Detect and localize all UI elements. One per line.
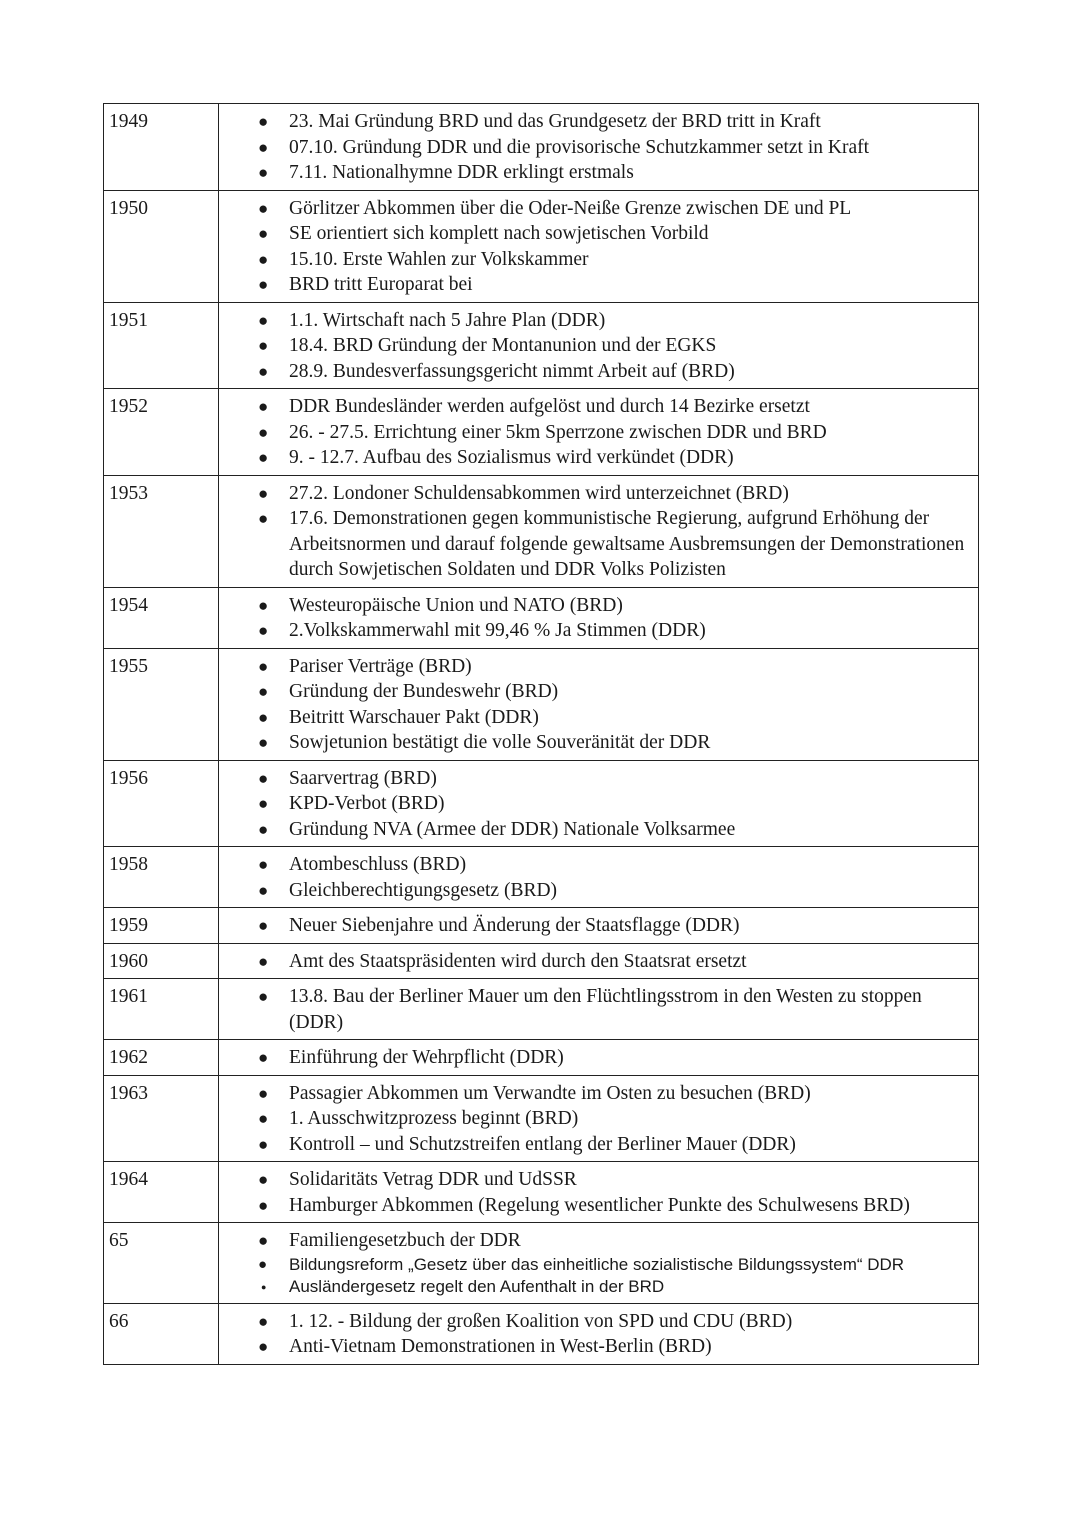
event-text: 2.Volkskammerwahl mit 99,46 % Ja Stimmen (DDR) — [289, 620, 706, 641]
bullet-icon: ● — [258, 768, 269, 788]
event-text: 15.10. Erste Wahlen zur Volkskammer — [289, 248, 589, 270]
events-cell — [219, 302, 979, 389]
events-cell — [219, 847, 979, 908]
event-text: 9. - 12.7. Aufbau des Sozialismus wird verkündet (DDR) — [289, 447, 734, 468]
events-cell — [219, 475, 979, 587]
event-list — [225, 593, 972, 644]
event-text: Passagier Abkommen um Verwandte im Osten zu besuchen (BRD) — [289, 1082, 811, 1104]
event-text: Solidaritäts Vetrag DDR und UdSSR — [289, 1169, 577, 1190]
table-row — [104, 1040, 979, 1076]
bullet-icon: ● — [258, 707, 269, 727]
event-text: Familiengesetzbuch der DDR — [289, 1230, 521, 1251]
list-item — [258, 308, 972, 334]
events-cell — [219, 1040, 979, 1076]
table-row — [104, 1223, 979, 1304]
bullet-icon: ● — [258, 1195, 269, 1215]
table-row — [104, 847, 979, 908]
bullet-icon: ● — [258, 1134, 269, 1154]
year-cell: 65 — [104, 1223, 219, 1304]
table-row — [104, 648, 979, 760]
year-cell: 1952 — [104, 389, 219, 476]
bullet-icon: ● — [258, 249, 269, 269]
event-text: Amt des Staatspräsidenten wird durch den Staatsrat ersetzt — [289, 950, 747, 972]
bullet-icon: ● — [258, 595, 269, 615]
bullet-icon: ● — [258, 855, 269, 874]
list-item — [258, 654, 972, 680]
event-text: Gleichberechtigungsgesetz (BRD) — [289, 879, 558, 901]
table-row — [104, 908, 979, 944]
event-text: Saarvertrag (BRD) — [289, 767, 437, 789]
events-cell — [219, 104, 979, 191]
bullet-icon: ● — [258, 916, 269, 935]
timeline-body — [104, 104, 979, 1365]
event-text: Hamburger Abkommen (Regelung wesentlicher Punkte des Schulwesens BRD) — [289, 1194, 910, 1216]
event-list — [225, 654, 972, 756]
year-cell: 1955 — [104, 648, 219, 760]
list-item — [258, 109, 972, 135]
event-text: Gründung der Bundeswehr (BRD) — [289, 681, 559, 702]
events-cell — [219, 979, 979, 1040]
bullet-icon: ● — [258, 951, 269, 971]
year-cell: 1962 — [104, 1040, 219, 1076]
bullet-icon: ● — [258, 1170, 269, 1189]
bullet-icon: ● — [258, 656, 269, 676]
table-row — [104, 1075, 979, 1162]
year-cell: 1963 — [104, 1075, 219, 1162]
event-text: BRD tritt Europarat bei — [289, 274, 473, 295]
bullet-icon: ● — [258, 509, 269, 528]
table-row — [104, 190, 979, 302]
list-item — [258, 1167, 972, 1193]
list-item — [258, 852, 972, 878]
event-list — [225, 481, 972, 583]
list-item — [258, 135, 972, 161]
event-text: 7.11. Nationalhymne DDR erklingt erstmals — [289, 162, 634, 183]
list-item — [258, 1254, 972, 1277]
events-cell — [219, 190, 979, 302]
bullet-icon: ● — [258, 224, 269, 243]
year-cell: 1950 — [104, 190, 219, 302]
bullet-icon: ● — [261, 1282, 267, 1292]
list-item — [258, 618, 972, 644]
year-cell: 1958 — [104, 847, 219, 908]
bullet-icon: ● — [258, 397, 269, 416]
list-item — [258, 593, 972, 619]
events-cell — [219, 587, 979, 648]
year-cell: 1949 — [104, 104, 219, 191]
year-cell: 1954 — [104, 587, 219, 648]
list-item — [261, 1276, 972, 1299]
list-item — [258, 984, 972, 1035]
event-text: Westeuropäische Union und NATO (BRD) — [289, 594, 623, 616]
list-item — [258, 481, 972, 507]
event-text: 28.9. Bundesverfassungsgericht nimmt Arbeit auf (BRD) — [289, 360, 735, 382]
bullet-icon: ● — [258, 1311, 269, 1331]
list-item — [258, 817, 972, 843]
bullet-icon: ● — [258, 448, 269, 467]
list-item — [258, 394, 972, 420]
event-text: Einführung der Wehrpflicht (DDR) — [289, 1047, 564, 1068]
table-row — [104, 943, 979, 979]
event-text: 1.1. Wirtschaft nach 5 Jahre Plan (DDR) — [289, 309, 606, 331]
table-row — [104, 587, 979, 648]
event-text: Beitritt Warschauer Pakt (DDR) — [289, 706, 539, 728]
event-text: 07.10. Gründung DDR und die provisorische Schutzkammer setzt in Kraft — [289, 136, 870, 158]
table-row — [104, 760, 979, 847]
year-cell: 66 — [104, 1303, 219, 1364]
bullet-icon: ● — [258, 987, 269, 1006]
event-text: Sowjetunion bestätigt die volle Souveränität der DDR — [289, 732, 711, 753]
list-item — [258, 506, 972, 583]
event-text: Kontroll – und Schutzstreifen entlang der Berliner Mauer (DDR) — [289, 1133, 796, 1155]
year-cell: 1960 — [104, 943, 219, 979]
table-row — [104, 302, 979, 389]
table-row — [104, 389, 979, 476]
list-item — [258, 949, 972, 975]
list-item — [258, 679, 972, 705]
bullet-icon: ● — [258, 198, 269, 218]
event-list — [225, 308, 972, 385]
year-cell: 1959 — [104, 908, 219, 944]
list-item — [258, 766, 972, 792]
events-cell — [219, 1223, 979, 1304]
table-row — [104, 104, 979, 191]
event-text: KPD-Verbot (BRD) — [289, 793, 445, 814]
list-item — [258, 196, 972, 222]
table-row — [104, 979, 979, 1040]
event-list — [225, 913, 972, 939]
bullet-icon: ● — [258, 682, 269, 701]
year-cell: 1956 — [104, 760, 219, 847]
list-item — [258, 1228, 972, 1254]
events-cell — [219, 1303, 979, 1364]
list-item — [258, 1309, 972, 1335]
events-cell — [219, 648, 979, 760]
bullet-icon: ● — [258, 733, 269, 752]
event-text: Görlitzer Abkommen über die Oder-Neiße Grenze zwischen DE und PL — [289, 197, 852, 219]
event-list — [225, 766, 972, 843]
list-item — [258, 247, 972, 273]
bullet-icon: ● — [258, 621, 269, 640]
bullet-icon: ● — [258, 1255, 268, 1273]
events-cell — [219, 389, 979, 476]
event-text: 23. Mai Gründung BRD und das Grundgesetz der BRD tritt in Kraft — [289, 111, 821, 132]
year-cell: 1953 — [104, 475, 219, 587]
list-item — [258, 1045, 972, 1071]
event-text: Gründung NVA (Armee der DDR) Nationale Volksarmee — [289, 818, 736, 840]
bullet-icon: ● — [258, 794, 269, 813]
list-item — [258, 1334, 972, 1360]
bullet-icon: ● — [258, 137, 269, 157]
event-list — [225, 852, 972, 903]
list-item — [258, 221, 972, 247]
bullet-icon: ● — [258, 819, 269, 839]
event-list — [225, 949, 972, 975]
bullet-icon: ● — [258, 275, 269, 294]
list-item — [258, 791, 972, 817]
bullet-icon: ● — [258, 1231, 269, 1250]
event-text: 13.8. Bau der Berliner Mauer um den Flüchtlingsstrom in den Westen zu stoppen (DDR) — [289, 986, 922, 1033]
event-text: Bildungsreform „Gesetz über das einheitliche sozialistische Bildungssystem“ DDR — [289, 1254, 905, 1274]
bullet-icon: ● — [258, 163, 269, 182]
table-row — [104, 475, 979, 587]
event-text: Pariser Verträge (BRD) — [289, 655, 472, 677]
table-row — [104, 1162, 979, 1223]
bullet-icon: ● — [258, 1337, 269, 1356]
event-text: 18.4. BRD Gründung der Montanunion und der EGKS — [289, 335, 717, 356]
events-cell — [219, 1075, 979, 1162]
event-text: 27.2. Londoner Schuldensabkommen wird unterzeichnet (BRD) — [289, 482, 789, 504]
list-item — [258, 359, 972, 385]
list-item — [258, 1193, 972, 1219]
list-item — [258, 1106, 972, 1132]
list-item — [258, 705, 972, 731]
event-text: Ausländergesetz regelt den Aufenthalt in der BRD — [289, 1277, 665, 1296]
event-list — [225, 1167, 972, 1218]
events-cell — [219, 943, 979, 979]
event-list — [225, 196, 972, 298]
events-cell — [219, 908, 979, 944]
list-item — [258, 878, 972, 904]
event-text: Neuer Siebenjahre und Änderung der Staatsflagge (DDR) — [289, 915, 740, 936]
list-item — [258, 420, 972, 446]
events-cell — [219, 1162, 979, 1223]
event-list — [225, 1081, 972, 1158]
year-cell: 1961 — [104, 979, 219, 1040]
event-text: 1. Ausschwitzprozess beginnt (BRD) — [289, 1108, 579, 1129]
year-cell: 1951 — [104, 302, 219, 389]
list-item — [258, 1081, 972, 1107]
event-text: 1. 12. - Bildung der großen Koalition von SPD und CDU (BRD) — [289, 1310, 793, 1332]
bullet-icon: ● — [258, 1048, 269, 1067]
event-list — [225, 109, 972, 186]
bullet-icon: ● — [258, 310, 269, 330]
event-list — [225, 394, 972, 471]
events-cell — [219, 760, 979, 847]
event-text: SE orientiert sich komplett nach sowjetischen Vorbild — [289, 223, 709, 244]
bullet-icon: ● — [258, 336, 269, 355]
event-text: 26. - 27.5. Errichtung einer 5km Sperrzone zwischen DDR und BRD — [289, 421, 827, 443]
bullet-icon: ● — [258, 1109, 269, 1128]
year-cell: 1964 — [104, 1162, 219, 1223]
list-item — [258, 333, 972, 359]
event-list — [225, 984, 972, 1035]
bullet-icon: ● — [258, 422, 269, 442]
event-text: Atombeschluss (BRD) — [289, 854, 467, 875]
event-text: DDR Bundesländer werden aufgelöst und durch 14 Bezirke ersetzt — [289, 396, 810, 417]
event-text: 17.6. Demonstrationen gegen kommunistische Regierung, aufgrund Erhöhung der Arbeitsnormen und darauf folgende gewaltsame Ausbremsungen der Demonstrationen durch Sowjetischen Soldaten und DDR Volks Polizisten — [289, 508, 965, 580]
list-item — [258, 272, 972, 298]
bullet-icon: ● — [258, 483, 269, 503]
timeline-table — [103, 103, 979, 1365]
event-list — [225, 1309, 972, 1360]
list-item — [258, 913, 972, 939]
bullet-icon: ● — [258, 112, 269, 131]
bullet-icon: ● — [258, 361, 269, 381]
list-item — [258, 730, 972, 756]
bullet-icon: ● — [258, 880, 269, 900]
event-list — [225, 1045, 972, 1071]
list-item — [258, 160, 972, 186]
table-row — [104, 1303, 979, 1364]
event-list — [225, 1228, 972, 1299]
list-item — [258, 1132, 972, 1158]
bullet-icon: ● — [258, 1083, 269, 1103]
event-text: Anti-Vietnam Demonstrationen in West-Berlin (BRD) — [289, 1336, 712, 1357]
list-item — [258, 445, 972, 471]
